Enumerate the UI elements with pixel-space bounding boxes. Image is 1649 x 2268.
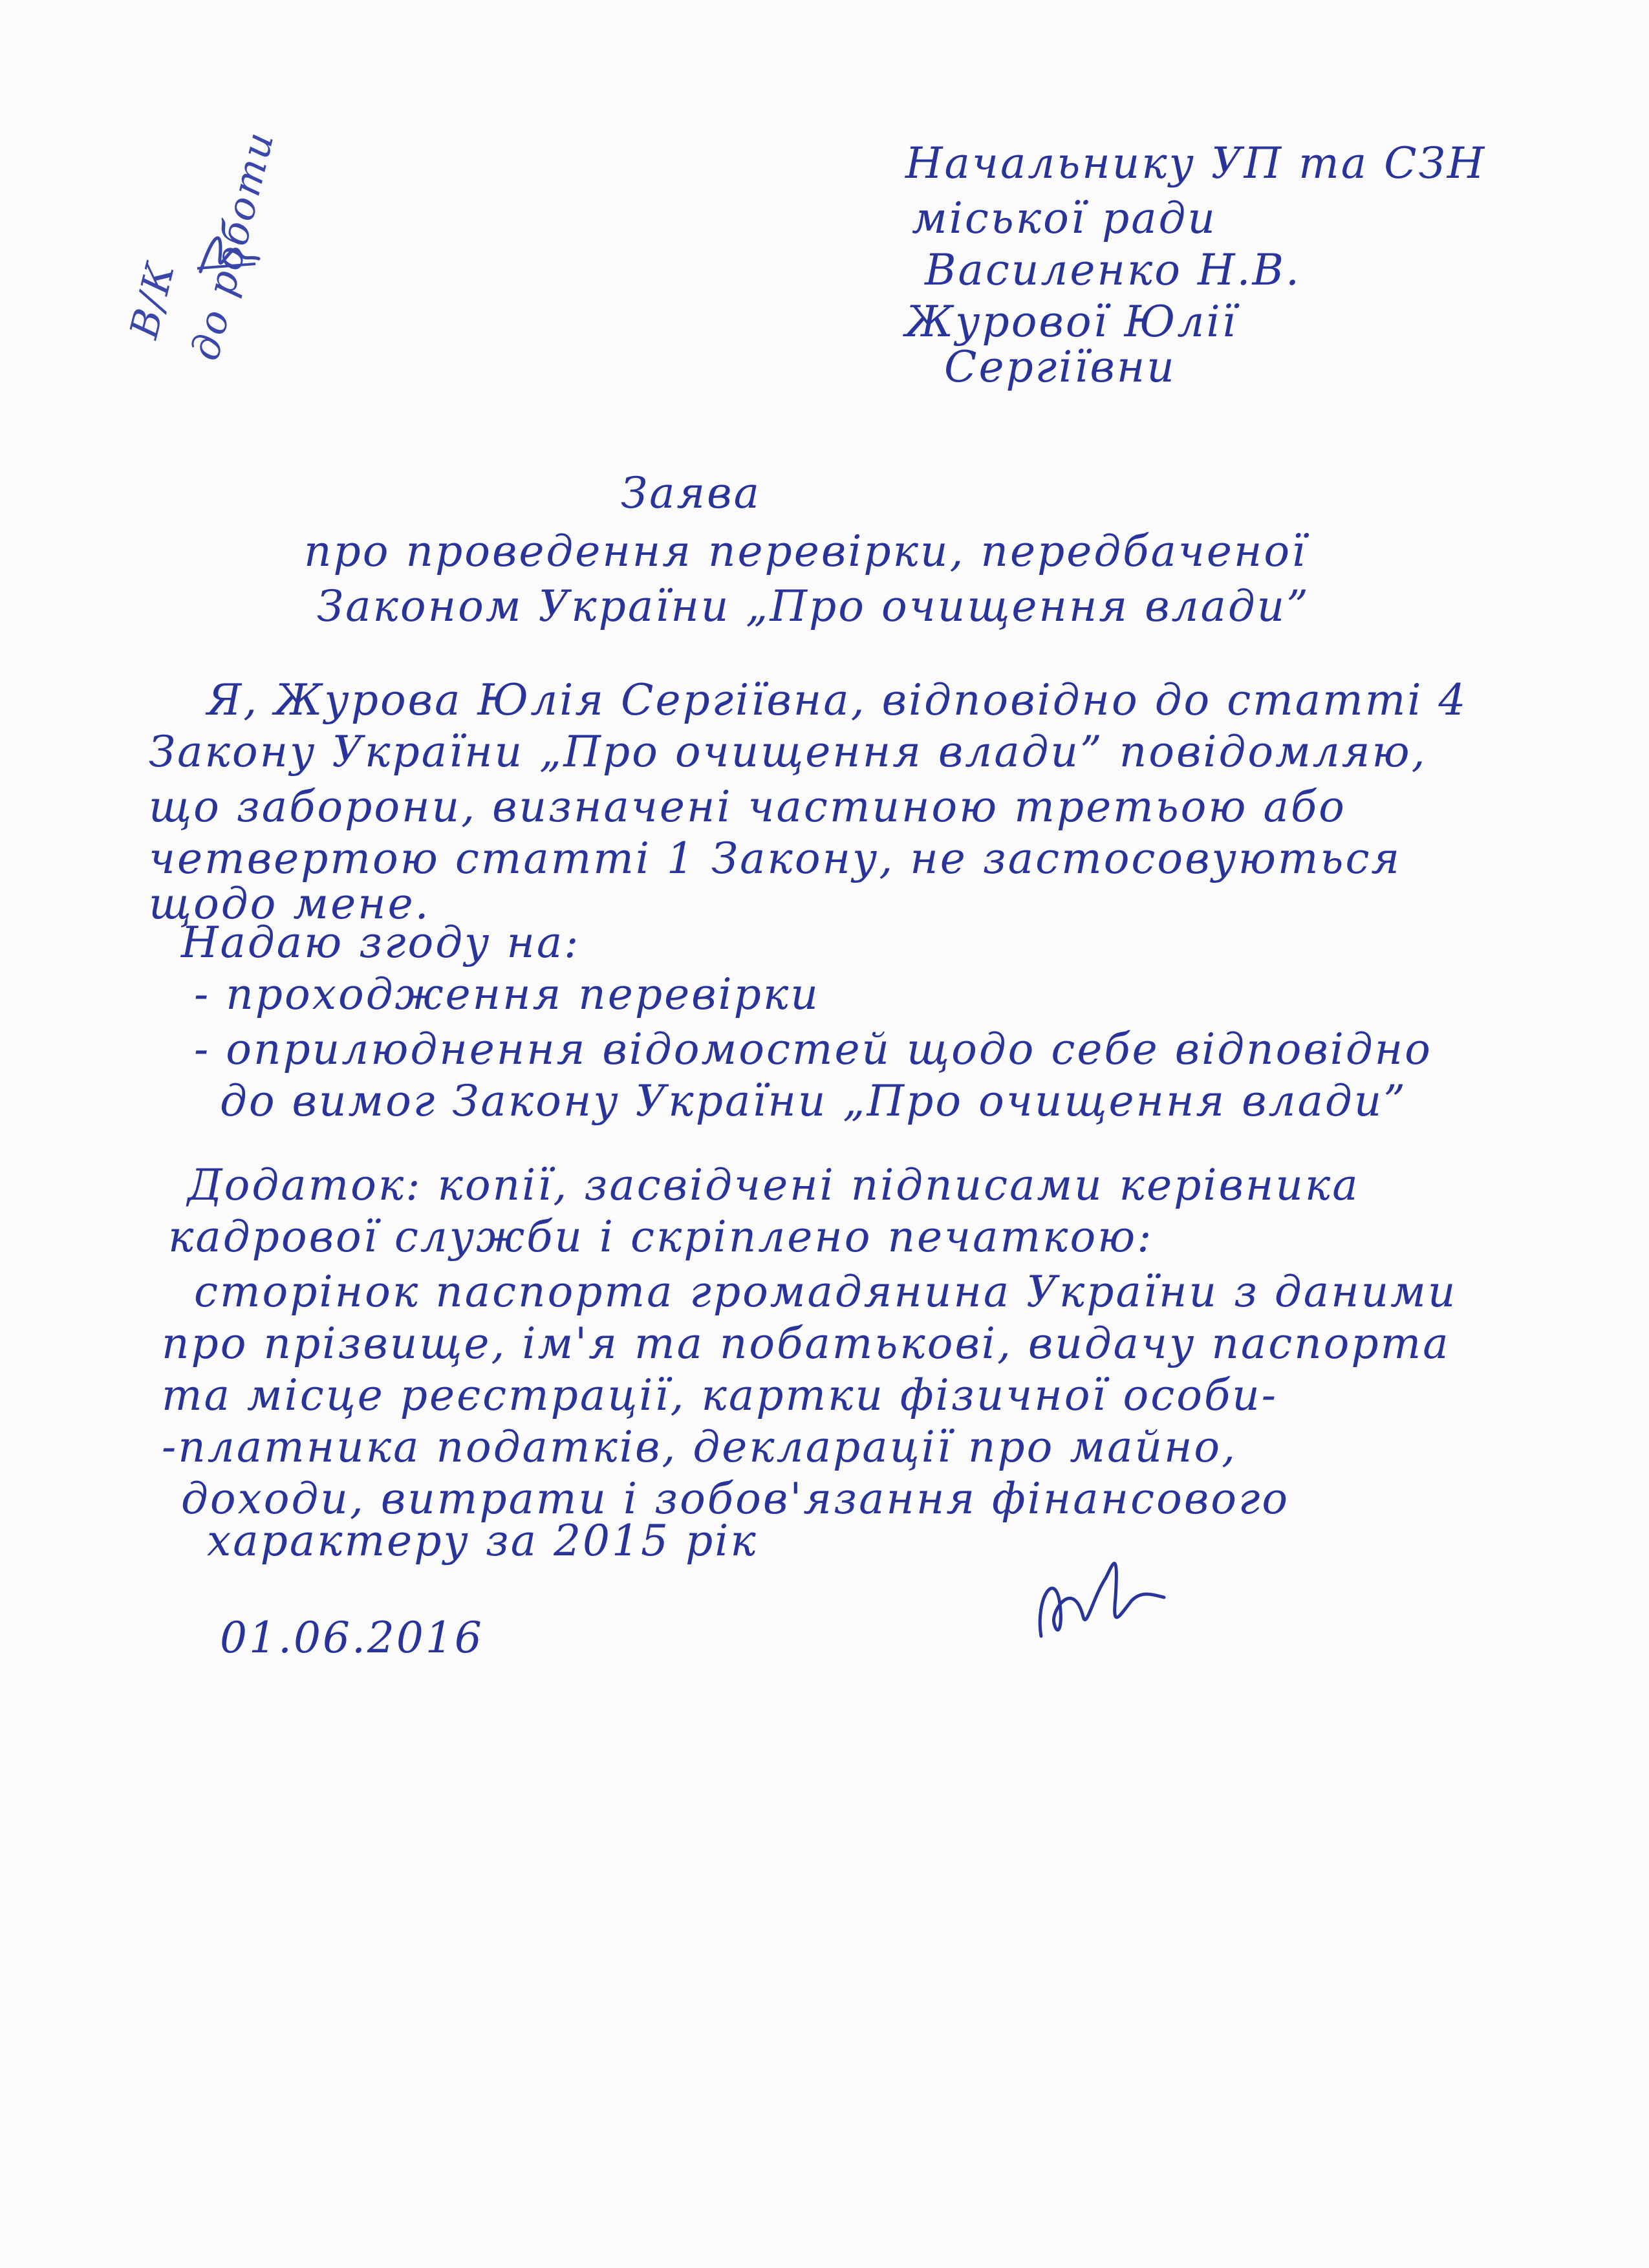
addressee-line: Начальнику УП та СЗН: [905, 138, 1487, 188]
body-line: Надаю згоду на:: [181, 918, 581, 967]
attachment-line: про прізвище, ім'я та побатькові, видачу паспорта: [162, 1319, 1450, 1368]
body-line: щодо мене.: [149, 879, 431, 929]
body-line: четвертою статті 1 Закону, не застосовуються: [149, 834, 1402, 883]
applicant-signature: [1022, 1539, 1170, 1649]
addressee-line: Василенко Н.В.: [925, 245, 1302, 295]
body-line: до вимог Закону України „Про очищення влади”: [220, 1076, 1408, 1126]
title-line: Заява: [621, 468, 761, 518]
attachment-line: доходи, витрати і зобов'язання фінансового: [181, 1474, 1290, 1524]
body-line: - проходження перевірки: [194, 969, 820, 1019]
body-line: Я, Журова Юлія Сергіївна, відповідно до статті 4: [207, 675, 1468, 725]
resolution-vk: В/К: [121, 257, 184, 343]
body-line: Закону України „Про очищення влади” повідомляю,: [149, 727, 1427, 777]
resolution-text: до роботи: [182, 125, 284, 365]
attachment-line: Додаток: копії, засвідчені підписами керівника: [188, 1160, 1360, 1210]
attachment-line: та місце реєстрації, картки фізичної особи-: [162, 1370, 1278, 1420]
addressee-line: Сергіївни: [944, 342, 1176, 392]
attachment-line: сторінок паспорта громадянина України з даними: [194, 1267, 1458, 1317]
body-line: що заборони, визначені частиною третьою або: [149, 782, 1346, 832]
title-line: про проведення перевірки, передбаченої: [304, 526, 1308, 576]
attachment-line: кадрової служби і скріплено печаткою:: [168, 1212, 1154, 1262]
document-date: 01.06.2016: [220, 1613, 484, 1663]
attachment-line: -платника податків, декларації про майно,: [162, 1422, 1238, 1472]
addressee-line: міської ради: [912, 193, 1217, 243]
resolution-signature: [188, 213, 265, 291]
addressee-line: Журової Юлії: [905, 297, 1238, 347]
body-line: - оприлюднення відомостей щодо себе відповідно: [194, 1024, 1432, 1074]
title-line: Законом України „Про очищення влади”: [317, 581, 1310, 631]
attachment-line: характеру за 2015 рік: [207, 1516, 758, 1566]
